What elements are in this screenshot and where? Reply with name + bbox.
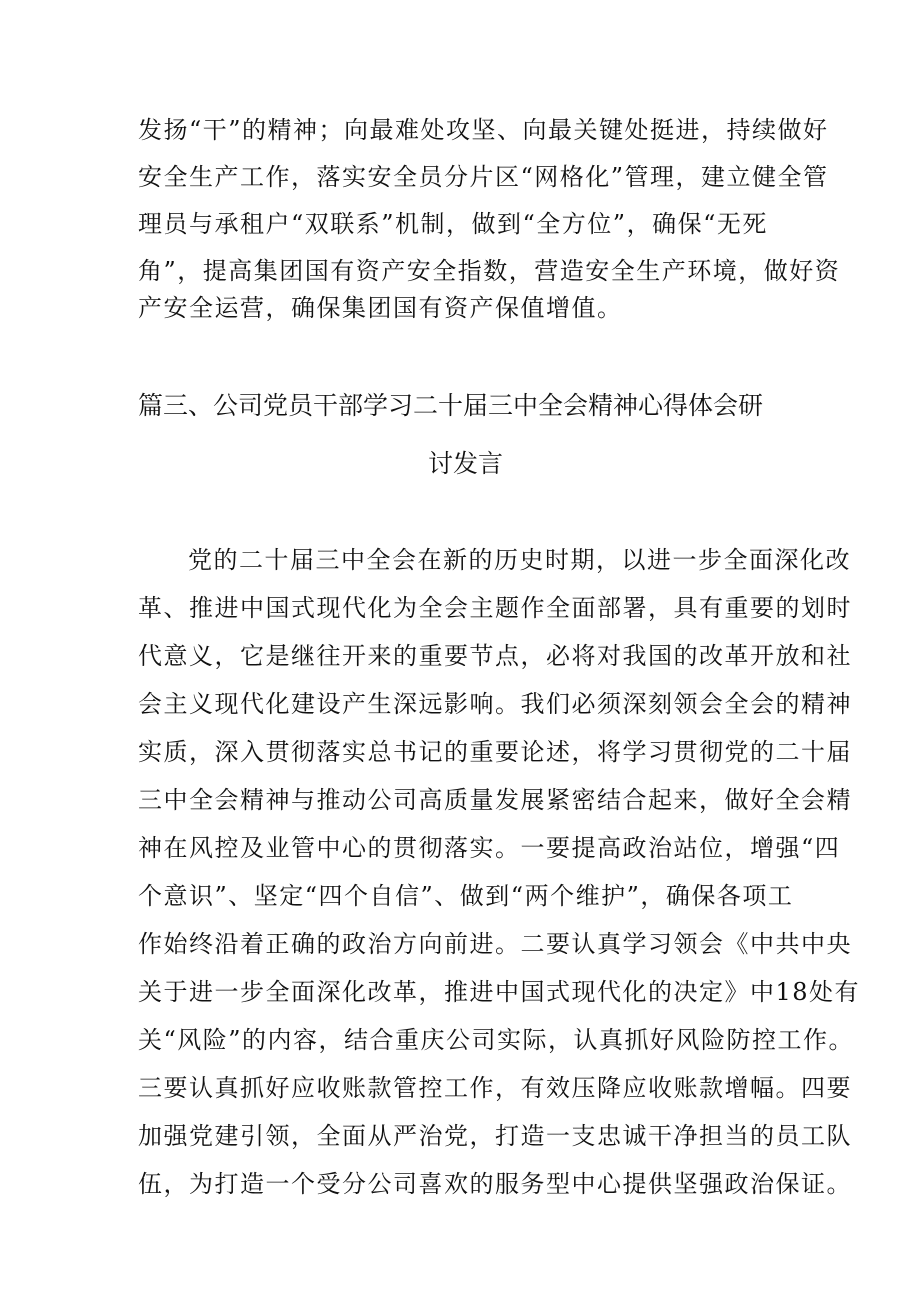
text-line: 实质，深入贯彻落实总书记的重要论述，将学习贯彻党的二十届 bbox=[138, 738, 852, 766]
text-line: 个意识”、坚定“四个自信”、做到“两个维护”，确保各项工 bbox=[138, 882, 794, 910]
text-line: 神在风控及业管中心的贯彻落实。一要提高政治站位，增强“四 bbox=[138, 834, 841, 862]
section-title-line: 讨发言 bbox=[428, 449, 504, 478]
text-line: 会主义现代化建设产生深远影响。我们必须深刻领会全会的精神 bbox=[138, 690, 852, 718]
text-line: 角”，提高集团国有资产安全指数，营造安全生产环境，做好资 bbox=[138, 257, 841, 285]
text-line: 理员与承租户“双联系”机制，做到“全方位”，确保“无死 bbox=[138, 210, 768, 238]
text-line: 关“风险”的内容，结合重庆公司实际，认真抓好风险防控工作。 bbox=[138, 1026, 855, 1054]
text-line: 代意义，它是继往开来的重要节点，必将对我国的改革开放和社 bbox=[138, 642, 852, 670]
text-line: 产安全运营，确保集团国有资产保值增值。 bbox=[138, 294, 623, 322]
text-line: 伍，为打造一个受分公司喜欢的服务型中心提供坚强政治保证。 bbox=[138, 1170, 852, 1198]
text-line: 三要认真抓好应收账款管控工作，有效压降应收账款增幅。四要 bbox=[138, 1074, 852, 1102]
text-line: 革、推进中国式现代化为全会主题作全面部署，具有重要的划时 bbox=[138, 594, 852, 622]
text-line: 安全生产工作，落实安全员分片区“网格化”管理，建立健全管 bbox=[138, 163, 829, 191]
text-line: 加强党建引领，全面从严治党，打造一支忠诚干净担当的员工队 bbox=[138, 1122, 852, 1150]
text-line: 发扬“干”的精神；向最难处攻坚、向最关键处挺进，持续做好 bbox=[138, 116, 829, 144]
section-title-line: 篇三、公司党员干部学习二十届三中全会精神心得体会研 bbox=[138, 391, 764, 420]
text-line: 三中全会精神与推动公司高质量发展紧密结合起来，做好全会精 bbox=[138, 786, 852, 814]
text-line: 党的二十届三中全会在新的历史时期，以进一步全面深化改 bbox=[188, 546, 851, 574]
text-line: 关于进一步全面深化改革，推进中国式现代化的决定》中18处有 bbox=[138, 978, 861, 1006]
text-line: 作始终沿着正确的政治方向前进。二要认真学习领会《中共中央 bbox=[138, 930, 852, 958]
